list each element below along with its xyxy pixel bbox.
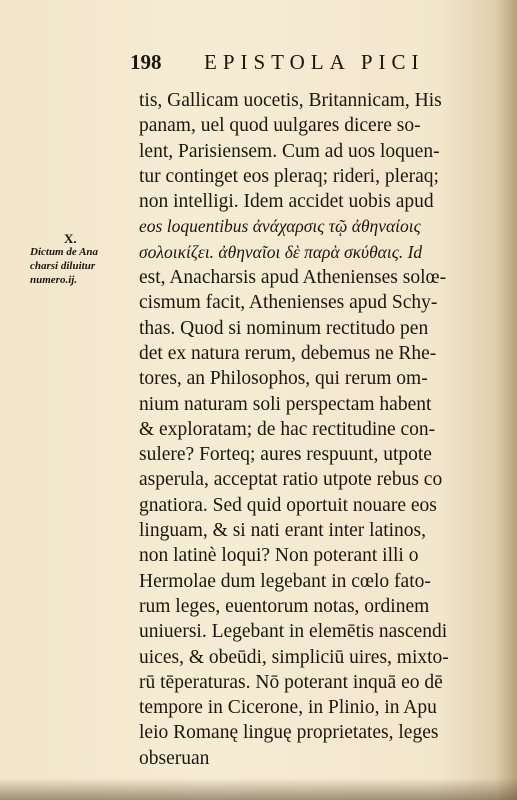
text-line: tis, Gallicam uocetis, Britannicam, His [139,90,442,111]
text-line: asperula, acceptat ratio utpote rebus co [139,469,443,491]
text-line: gnatiora. Sed quid oportuit nouare eos [139,494,437,516]
text-line: obseruan [139,747,210,769]
body-text [139,88,484,771]
text-line: tores, an Philosophos, qui rerum om- [139,368,428,390]
text-line: tempore in Cicerone, in Plinio, in Apu [139,697,437,719]
running-title: EPISTOLA PICI [204,50,425,74]
text-line-greek: σολοικίζει. ἀθηναῖοι δὲ παρὰ σκύθαις. Id [139,241,423,262]
margin-note-line: charsi diluitur [30,260,96,272]
text-line: thas. Quod si nominum rectitudo pen [139,317,429,339]
text-line: non latinè loqui? Non poterant illi o [139,545,419,567]
text-line: sulere? Forteq; aures respuunt, utpote [139,444,432,466]
text-line: nium naturam soli perspectam habent [139,393,432,415]
text-line: cismum facit, Athenienses apud Schy- [139,292,438,314]
text-line: non intelligi. Idem accidet uobis apud [139,191,434,213]
text-line: panam, uel quod uulgares dicere so- [139,115,421,137]
margin-note-line: Dictum de Ana [30,246,99,258]
text-line: rum leges, euentorum notas, ordinem [139,595,430,617]
page-bottom-shadow [0,778,517,800]
text-line: tur continget eos pleraq; rideri, pleraq; [139,165,439,187]
text-line: lent, Parisiensem. Cum ad uos loquen- [139,140,440,162]
text-line: & exploratam; de hac rectitudine con- [139,418,436,440]
text-line: Hermolae dum legebant in cœlo fato- [139,570,431,592]
page-number: 198 [130,50,162,74]
text-line: rū tēperaturas. Nō poterant inquā eo dē [139,671,443,693]
text-line: est, Anacharsis apud Athenienses solœ- [139,267,447,289]
text-line-greek: eos loquentibus ἀνάχαρσις τῷ ἀθηναίοις [139,216,421,237]
text-line: uices, & obeūdi, simpliciū uires, mixto- [139,646,449,668]
text-line: linguam, & si nati erant inter latinos, [139,520,427,542]
page-edge-shadow [495,0,517,800]
page-header [130,48,430,76]
text-line: uniuersi. Legebant in elemētis nascendi [139,621,448,643]
text-line: leio Romanę linguę proprietates, leges [139,722,439,744]
margin-note-line: numero.ij. [30,274,78,286]
margin-note-text [30,245,130,287]
margin-note-number: X. [64,231,77,246]
text-line: det ex natura rerum, debemus ne Rhe- [139,342,437,364]
